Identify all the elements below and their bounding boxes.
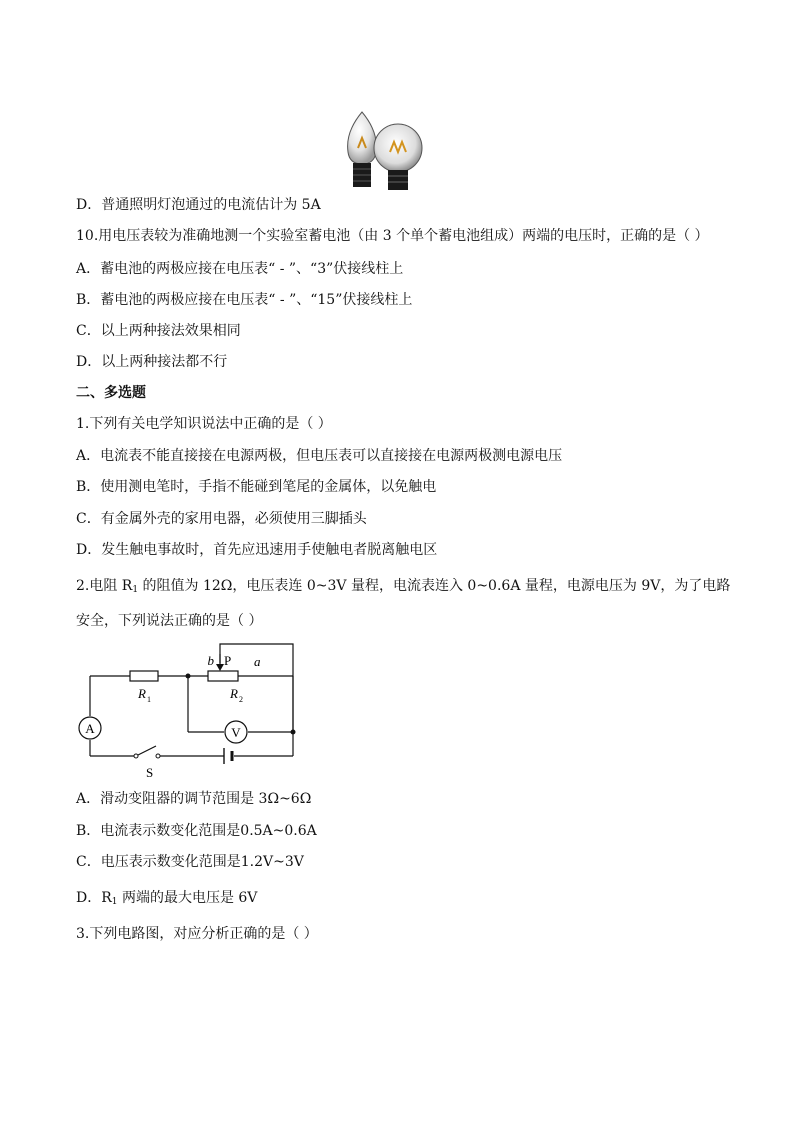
label-r2: R [230,686,238,701]
q9-option-d: D．普通照明灯泡通过的电流估计为 5A [76,197,321,213]
m2d-prefix: D．R [76,890,112,906]
m2d-subscript: 1 [111,897,118,907]
label-p: P [224,653,232,668]
label-r2-sub: 2 [239,695,243,704]
q10-option-c: C．以上两种接法效果相同 [76,323,241,339]
m2-option-b: B．电流表示数变化范围是0.5A~0.6A [76,823,317,839]
m2-stem-subscript: 1 [132,585,139,595]
light-bulbs-image [336,108,432,198]
m2-option-a: A．滑动变阻器的调节范围是 3Ω~6Ω [76,791,312,807]
label-b: b [207,653,214,668]
m1-option-c: C．有金属外壳的家用电器，必须使用三脚插头 [76,511,367,527]
m2-stem-prefix: 2.电阻 R [76,578,133,594]
q10-option-b: B．蓄电池的两极应接在电压表“ - ”、“15”伏接线柱上 [76,292,413,308]
m2-option-d [76,889,257,911]
m1-option-d: D．发生触电事故时，首先应迅速用手使触电者脱离触电区 [76,542,438,558]
voltmeter-label: V [231,725,241,740]
q10-stem: 10.用电压表较为准确地测一个实验室蓄电池（由 3 个单个蓄电池组成）两端的电压时，正确的是（ ） [76,228,709,244]
label-r1-sub: 1 [147,695,151,704]
m1-stem: 1.下列有关电学知识说法中正确的是（ ） [76,416,332,432]
resistor-r1 [130,671,158,681]
m2-stem-suffix: 的阻值为 12Ω，电压表连 0~3V 量程，电流表连入 0~0.6A 量程，电源电压为 9V，为了电路 [138,578,731,594]
ammeter-label: A [85,721,95,736]
label-a: a [254,654,261,669]
q10-option-a: A．蓄电池的两极应接在电压表“ - ”、“3”伏接线柱上 [76,261,404,277]
q10-option-d: D．以上两种接法都不行 [76,354,228,370]
m2-option-c: C．电压表示数变化范围是1.2V~3V [76,854,304,870]
m2-stem-line1 [76,577,730,599]
circuit-diagram [74,636,304,786]
m1-option-a: A．电流表不能直接接在电源两极，但电压表可以直接接在电源两极测电源电压 [76,448,563,464]
label-switch: S [146,765,154,780]
m3-stem: 3.下列电路图，对应分析正确的是（ ） [76,926,318,942]
m1-option-b: B．使用测电笔时，手指不能碰到笔尾的金属体，以免触电 [76,479,437,495]
m2-stem-line2: 安全，下列说法正确的是（ ） [76,613,263,629]
m2d-suffix: 两端的最大电压是 6V [117,890,258,906]
section-heading-multiple-choice: 二、多选题 [76,385,146,401]
resistor-r2 [208,671,238,681]
label-r1: R [138,686,146,701]
